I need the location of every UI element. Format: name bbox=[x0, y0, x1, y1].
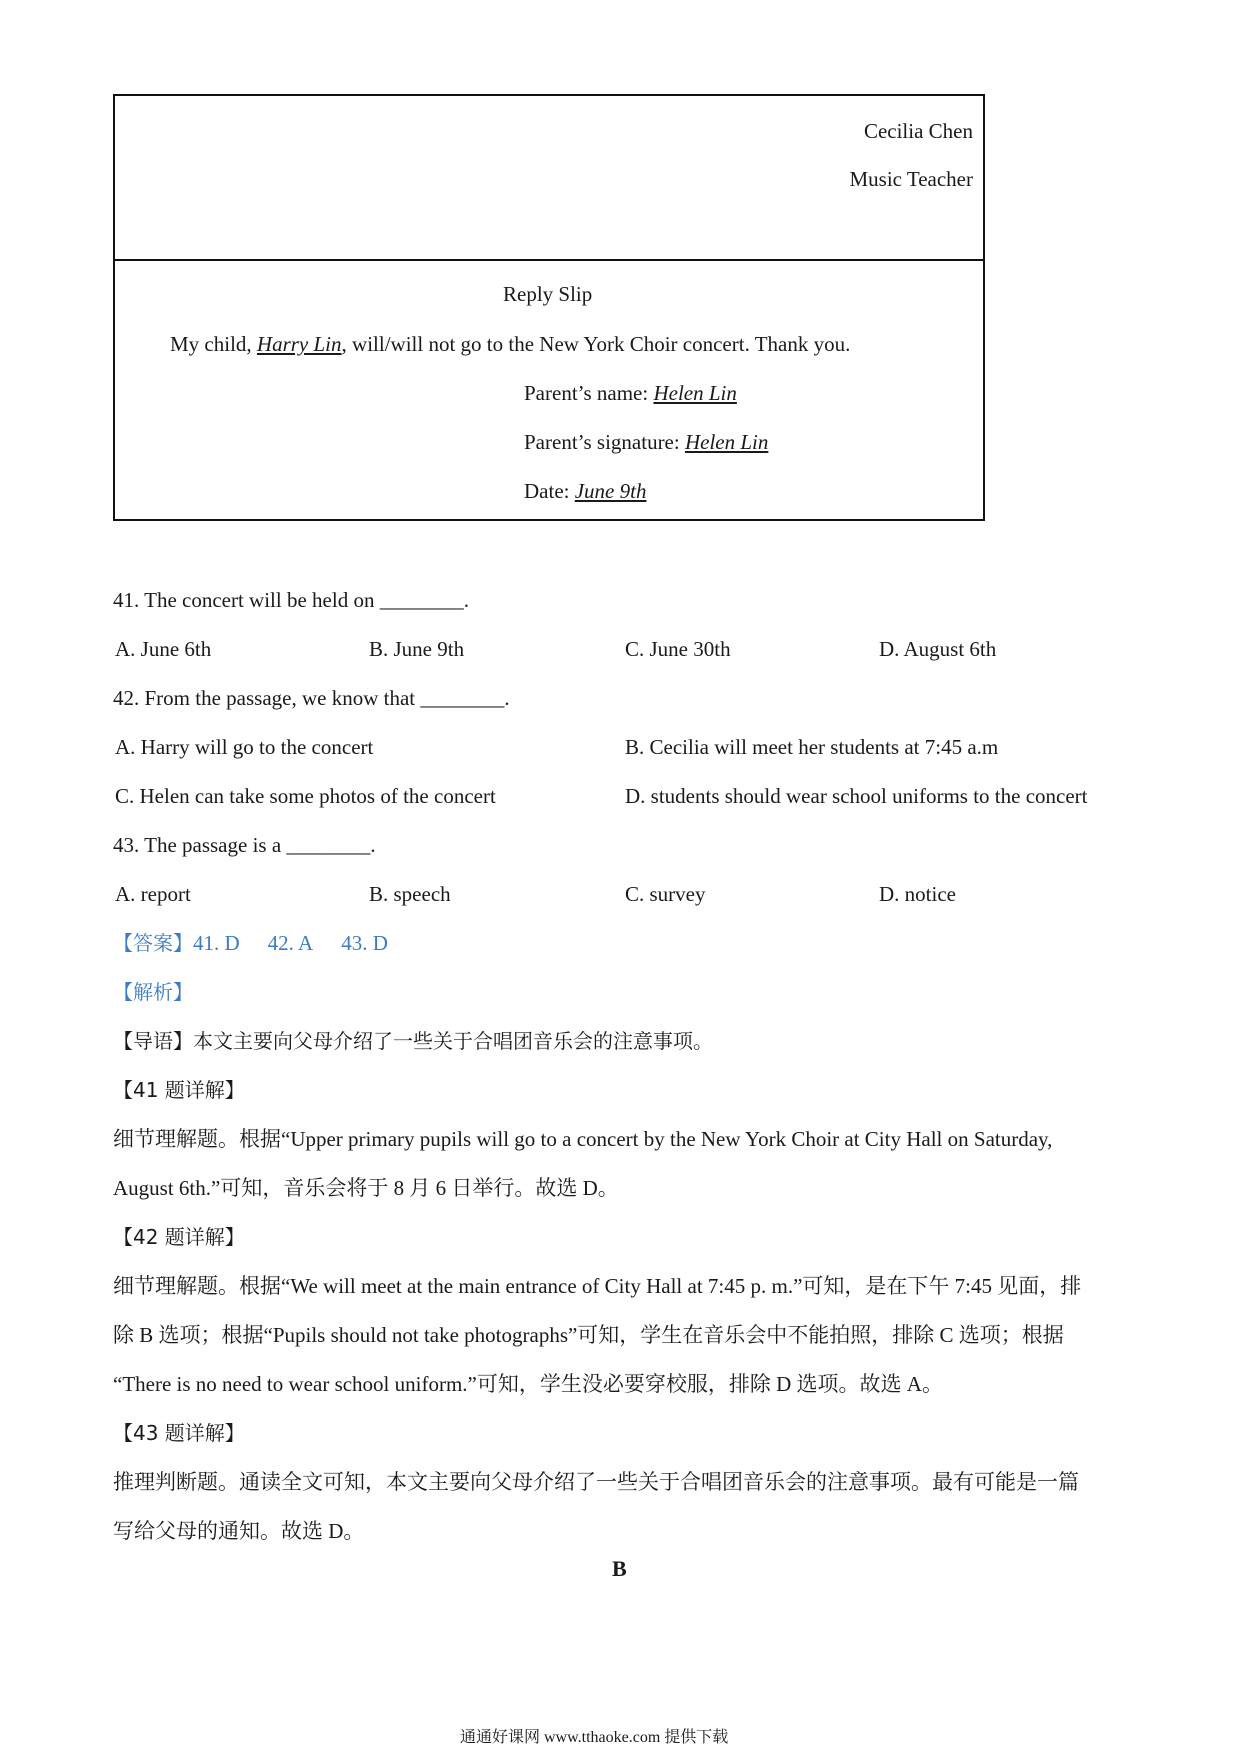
question-43-stem: 43. The passage is a ________. bbox=[113, 833, 376, 857]
question-42-stem: 42. From the passage, we know that ________. bbox=[113, 686, 510, 710]
answer-41: 41. D bbox=[193, 931, 240, 955]
signature-label: Parent’s signature: bbox=[524, 430, 685, 454]
question-43-option-b: B. speech bbox=[369, 882, 451, 906]
answer-42: 42. A bbox=[267, 931, 314, 955]
detail-42-line-1: 细节理解题。根据“We will meet at the main entrance of City Hall at 7:45 p. m.”可知，是在下午 7:45 见面，排 bbox=[113, 1274, 1082, 1298]
question-43-option-a: A. report bbox=[115, 882, 191, 906]
question-42-option-c: C. Helen can take some photos of the concert bbox=[115, 784, 496, 808]
signer-name: Cecilia Chen bbox=[863, 119, 973, 143]
signature-value: Helen Lin bbox=[684, 430, 769, 454]
reply-slip-title: Reply Slip bbox=[503, 282, 593, 306]
reply-slip-line bbox=[170, 334, 850, 355]
answer-43: 43. D bbox=[341, 931, 388, 955]
parent-name-label: Parent’s name: bbox=[524, 381, 654, 405]
question-42-option-a: A. Harry will go to the concert bbox=[115, 735, 374, 759]
signature-row bbox=[524, 432, 768, 453]
analysis-label: 【解析】 bbox=[113, 980, 193, 1004]
date-row bbox=[524, 481, 646, 502]
detail-41-heading: 【41 题详解】 bbox=[113, 1078, 245, 1102]
detail-42-heading: 【42 题详解】 bbox=[113, 1225, 245, 1249]
section-label: B bbox=[612, 1556, 627, 1581]
child-name: Harry Lin bbox=[256, 332, 342, 356]
detail-41-line-2: August 6th.”可知，音乐会将于 8 月 6 日举行。故选 D。 bbox=[113, 1176, 619, 1200]
question-43-option-c: C. survey bbox=[625, 882, 706, 906]
date-label: Date: bbox=[524, 479, 575, 503]
detail-43-line-1: 推理判断题。通读全文可知，本文主要向父母介绍了一些关于合唱团音乐会的注意事项。最有可能是一篇 bbox=[113, 1470, 1079, 1494]
detail-43-heading: 【43 题详解】 bbox=[113, 1421, 245, 1445]
question-43-option-d: D. notice bbox=[879, 882, 956, 906]
detail-42-line-3: “There is no need to wear school uniform.”可知，学生没必要穿校服，排除 D 选项。故选 A。 bbox=[113, 1372, 943, 1396]
answer-row bbox=[113, 933, 388, 954]
footer-text: 通通好课网 www.tthaoke.com 提供下载 bbox=[460, 1729, 729, 1746]
date-value: June 9th bbox=[574, 479, 647, 503]
reply-line-suffix: , will/will not go to the New York Choir concert. Thank you. bbox=[341, 332, 851, 356]
question-41-option-d: D. August 6th bbox=[879, 637, 997, 661]
reply-line-prefix: My child, bbox=[170, 332, 257, 356]
question-41-stem: 41. The concert will be held on ________. bbox=[113, 588, 469, 612]
detail-43-line-2: 写给父母的通知。故选 D。 bbox=[113, 1519, 365, 1543]
detail-42-line-2: 除 B 选项；根据“Pupils should not take photographs”可知，学生在音乐会中不能拍照，排除 C 选项；根据 bbox=[113, 1323, 1064, 1347]
signer-title: Music Teacher bbox=[849, 167, 973, 191]
parent-name-row bbox=[524, 383, 737, 404]
question-41-option-a: A. June 6th bbox=[115, 637, 212, 661]
analysis-intro: 【导语】本文主要向父母介绍了一些关于合唱团音乐会的注意事项。 bbox=[113, 1029, 713, 1053]
detail-41-line-1: 细节理解题。根据“Upper primary pupils will go to a concert by the New York Choir at City Hall on Saturday, bbox=[113, 1127, 1053, 1151]
answer-label: 【答案】 bbox=[113, 931, 193, 955]
question-42-option-d: D. students should wear school uniforms to the concert bbox=[625, 784, 1088, 808]
parent-name-value: Helen Lin bbox=[653, 381, 737, 405]
question-41-option-b: B. June 9th bbox=[369, 637, 465, 661]
question-41-option-c: C. June 30th bbox=[625, 637, 731, 661]
question-42-option-b: B. Cecilia will meet her students at 7:45 a.m bbox=[625, 735, 999, 759]
